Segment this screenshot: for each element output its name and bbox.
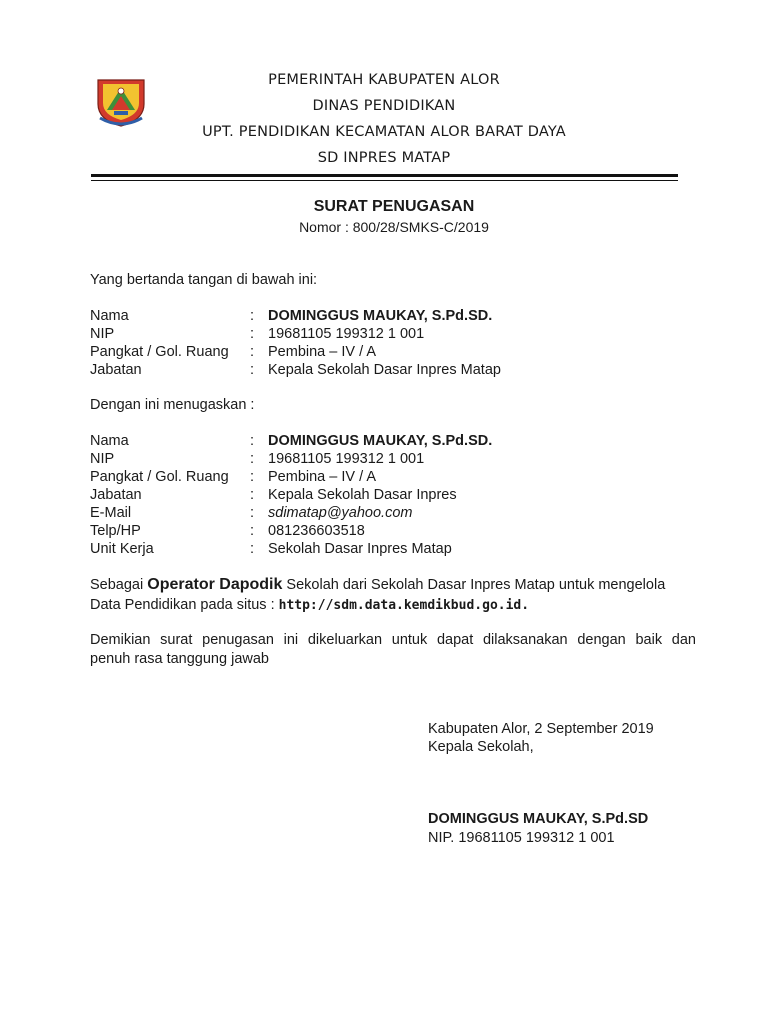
- separator: :: [250, 308, 255, 324]
- separator: :: [250, 487, 255, 503]
- assignment-prefix: Sebagai: [90, 577, 144, 593]
- assignee-nip-label: NIP: [90, 451, 115, 467]
- assignee-name-label: Nama: [90, 433, 129, 449]
- assignee-unit-value: Sekolah Dasar Inpres Matap: [268, 541, 452, 557]
- assignment-suffix: Sekolah dari Sekolah Dasar Inpres Matap untuk mengelola: [286, 577, 666, 593]
- assignee-position-label: Jabatan: [90, 487, 142, 503]
- assignment-role: Operator Dapodik: [147, 576, 283, 593]
- signer-name-value: DOMINGGUS MAUKAY, S.Pd.SD.: [268, 308, 493, 324]
- separator: :: [250, 362, 255, 378]
- assignee-unit-label: Unit Kerja: [90, 541, 154, 557]
- closing-paragraph-line2: penuh rasa tanggung jawab: [90, 651, 269, 667]
- letterhead-rule-thin: [91, 180, 678, 181]
- assignment-paragraph-line2: [90, 597, 529, 613]
- header-school: SD INPRES MATAP: [317, 150, 451, 166]
- letter-title: SURAT PENUGASAN: [313, 198, 475, 215]
- header-agency: DINAS PENDIDIKAN: [312, 98, 456, 114]
- signature-nip: NIP. 19681105 199312 1 001: [428, 830, 615, 846]
- closing-paragraph-line1: Demikian surat penugasan ini dikeluarkan untuk dapat dilaksanakan dengan baik dan: [90, 632, 696, 648]
- letterhead-rule-thick: [91, 174, 678, 177]
- assignee-phone-value: 081236603518: [268, 523, 365, 539]
- header-government: PEMERINTAH KABUPATEN ALOR: [268, 72, 500, 88]
- signer-nip-value: 19681105 199312 1 001: [268, 326, 425, 342]
- signature-position: Kepala Sekolah,: [428, 739, 534, 755]
- assignee-nip-value: 19681105 199312 1 001: [268, 451, 425, 467]
- letter-number: Nomor : 800/28/SMKS-C/2019: [299, 219, 489, 235]
- separator: :: [250, 326, 255, 342]
- assignment-site-label: Data Pendidikan pada situs :: [90, 597, 275, 613]
- signer-nip-label: NIP: [90, 326, 115, 342]
- assign-intro-text: Dengan ini menugaskan :: [90, 397, 255, 413]
- assignment-paragraph-line1: [90, 576, 665, 594]
- separator: :: [250, 469, 255, 485]
- assignee-rank-label: Pangkat / Gol. Ruang: [90, 469, 229, 485]
- assignee-email-value: sdimatap@yahoo.com: [268, 505, 413, 521]
- signer-name-label: Nama: [90, 308, 129, 324]
- signer-rank-value: Pembina – IV / A: [268, 344, 377, 360]
- assignee-position-value: Kepala Sekolah Dasar Inpres: [268, 487, 457, 503]
- signature-place-date: Kabupaten Alor, 2 September 2019: [428, 721, 654, 737]
- signer-position-value: Kepala Sekolah Dasar Inpres Matap: [268, 362, 501, 378]
- signer-position-label: Jabatan: [90, 362, 142, 378]
- separator: :: [250, 505, 255, 521]
- assignee-rank-value: Pembina – IV / A: [268, 469, 377, 485]
- assignee-name-value: DOMINGGUS MAUKAY, S.Pd.SD.: [268, 433, 493, 449]
- assignment-site-url[interactable]: http://sdm.data.kemdikbud.go.id.: [278, 598, 530, 613]
- signer-rank-label: Pangkat / Gol. Ruang: [90, 344, 229, 360]
- separator: :: [250, 344, 255, 360]
- header-unit: UPT. PENDIDIKAN KECAMATAN ALOR BARAT DAYA: [202, 124, 566, 140]
- intro-text: Yang bertanda tangan di bawah ini:: [90, 272, 318, 288]
- separator: :: [250, 433, 255, 449]
- signature-name: DOMINGGUS MAUKAY, S.Pd.SD: [428, 811, 649, 827]
- assignee-email-label: E-Mail: [90, 505, 132, 521]
- separator: :: [250, 523, 255, 539]
- separator: :: [250, 541, 255, 557]
- assignee-phone-label: Telp/HP: [90, 523, 141, 539]
- separator: :: [250, 451, 255, 467]
